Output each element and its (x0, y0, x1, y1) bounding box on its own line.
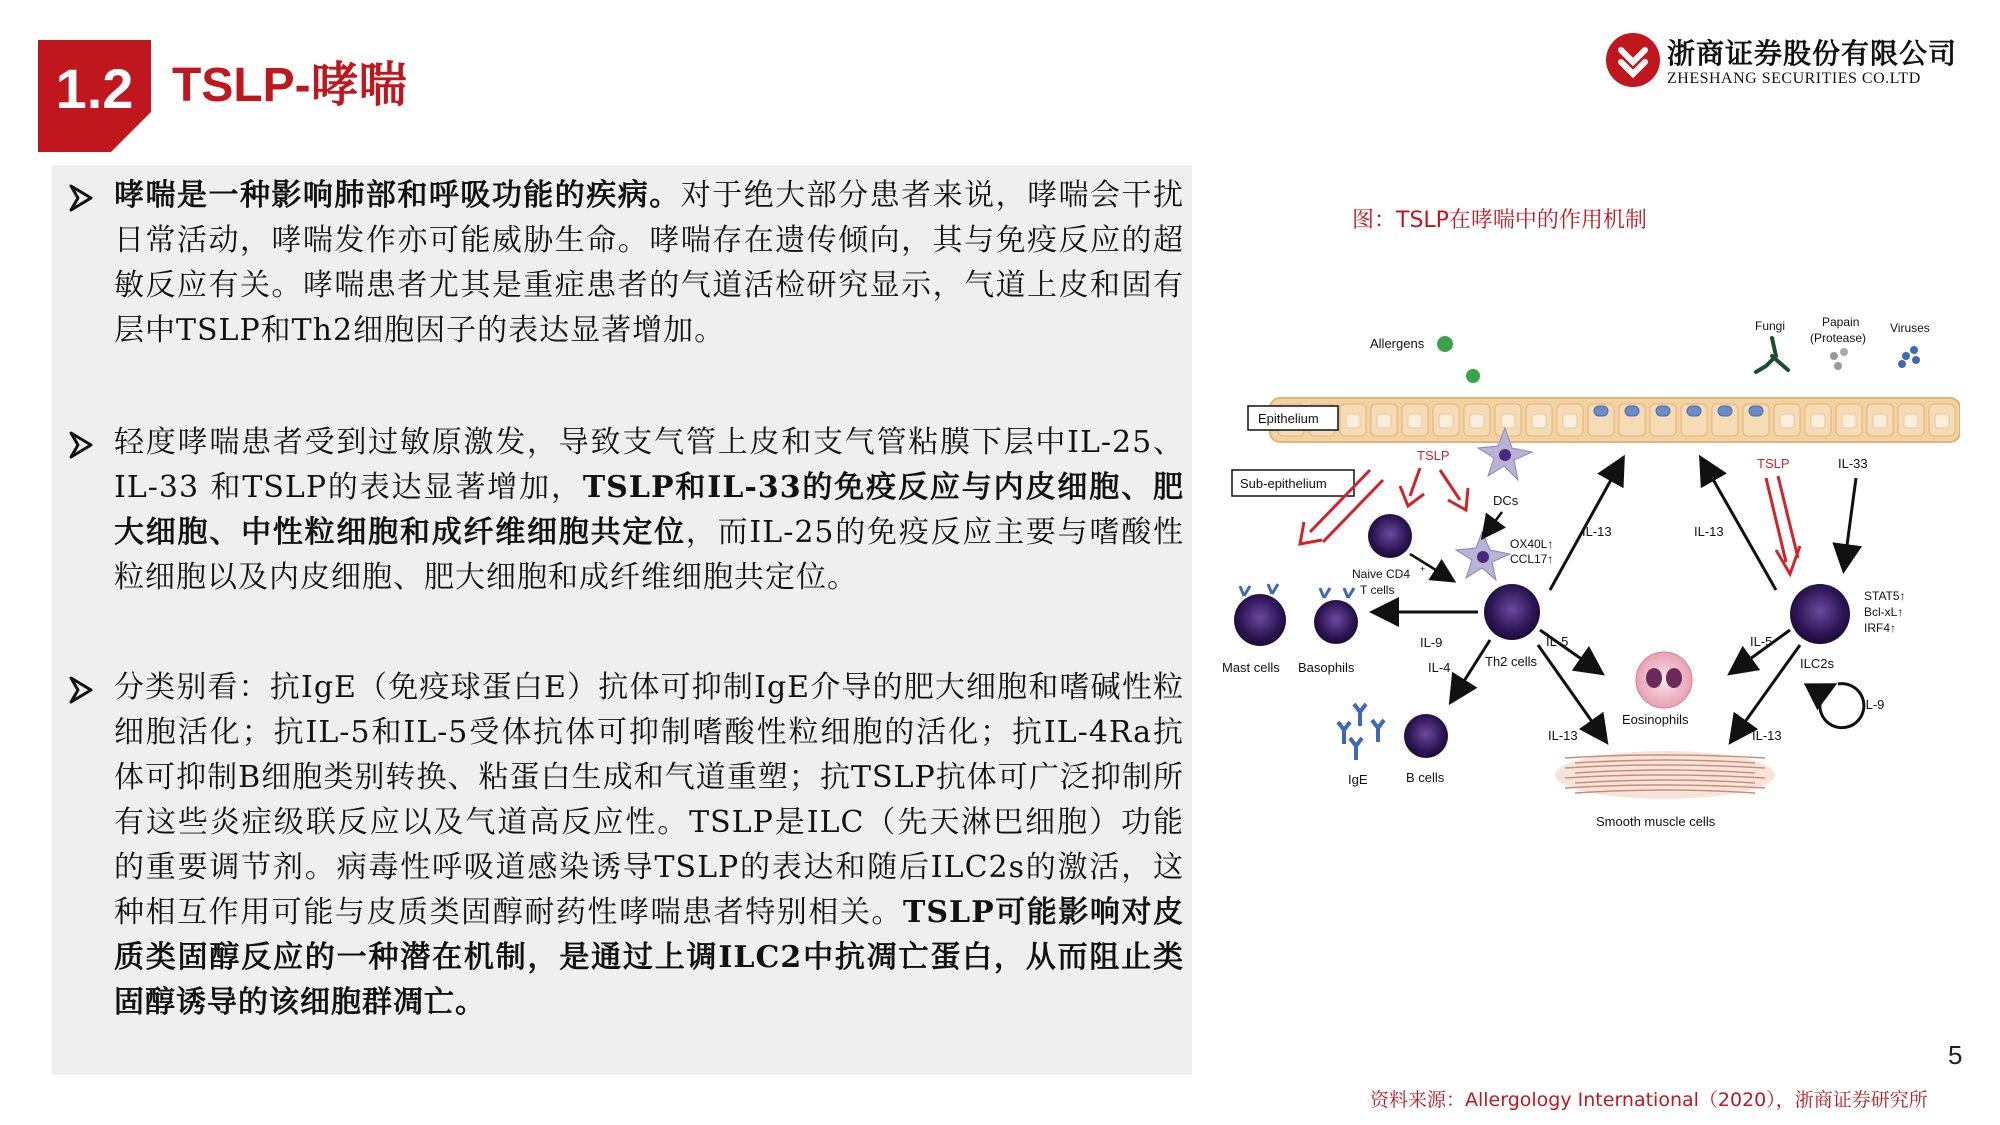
protease-dot-icon (1834, 362, 1842, 370)
figure-caption: 图：TSLP在哮喘中的作用机制 (1352, 208, 1647, 233)
arrow (1452, 640, 1490, 700)
label-irf4: IRF4↑ (1864, 621, 1897, 635)
epithelial-nucleus (1935, 414, 1949, 428)
label-viruses: Viruses (1890, 321, 1930, 335)
paragraph-bold-lead: 哮喘是一种影响肺部和呼吸功能的疾病。 (114, 178, 681, 213)
label-papain: Papain (1822, 315, 1860, 329)
epithelial-nucleus (1563, 414, 1577, 428)
company-name-cn: 浙商证券股份有限公司 (1667, 37, 1958, 70)
allergen-dot-icon (1466, 369, 1480, 383)
label-il9-a: IL-9 (1420, 635, 1443, 650)
allergen-dot-icon (1437, 336, 1453, 352)
basophil-icon (1314, 588, 1358, 644)
page-title: TSLP-哮喘 (172, 59, 407, 112)
label-il9-b: IL-9 (1862, 697, 1885, 712)
paragraph-text (114, 665, 1184, 1025)
label-il13-d: IL-13 (1752, 728, 1782, 743)
source-note: 资料来源：Allergology International（2020），浙商证券研究所 (1370, 1089, 1928, 1111)
label-ox40l: OX40L↑ (1510, 537, 1554, 551)
label-eosinophils: Eosinophils (1622, 712, 1689, 727)
label-naive-cd4: Naive CD4 (1352, 567, 1411, 581)
label-th2: Th2 cells (1485, 654, 1538, 669)
goblet-mucus-icon (1656, 406, 1670, 416)
bullet-arrow-icon (68, 183, 94, 213)
bullet-arrow-icon (68, 675, 94, 705)
naive-t-cell-icon (1368, 514, 1412, 558)
th2-cell-icon (1484, 584, 1540, 640)
epithelial-nucleus (1873, 414, 1887, 428)
paragraph-body: ，而IL-25的免疫反应主要与嗜酸性粒细胞以及内皮细胞、肥大细胞和成纤维细胞共定位。 (114, 515, 1184, 595)
label-ccl17: CCL17↑ (1510, 552, 1554, 566)
section-badge (38, 40, 151, 152)
logo-mark-icon (1605, 32, 1661, 88)
epithelial-nucleus (1470, 414, 1484, 428)
epithelial-nucleus (1439, 414, 1453, 428)
label-il33: IL-33 (1838, 456, 1868, 471)
paragraph-body: 轻度哮喘患者受到过敏原激发，导致支气管上皮和支气管粘膜下层中IL-25、IL-33 和TSLP的表达显著增加， (114, 425, 1184, 505)
epithelial-nucleus (1501, 414, 1515, 428)
epithelium-layer (1270, 398, 1960, 442)
text-panel (52, 165, 1192, 1075)
label-smooth: Smooth muscle cells (1596, 814, 1716, 829)
label-allergens: Allergens (1370, 336, 1425, 351)
epithelial-nucleus (1811, 414, 1825, 428)
goblet-mucus-icon (1687, 406, 1701, 416)
goblet-mucus-icon (1749, 406, 1763, 416)
label-ige: IgE (1348, 772, 1368, 787)
paragraph-text (114, 420, 1184, 600)
fungi-icon (1756, 338, 1788, 372)
label-naive-sup: + (1420, 564, 1426, 574)
label-mast: Mast cells (1222, 660, 1280, 675)
epithelial-nucleus (1408, 414, 1422, 428)
label-fungi: Fungi (1755, 319, 1786, 333)
epithelial-nucleus (1346, 414, 1360, 428)
epithelial-nucleus (1780, 414, 1794, 428)
virus-icon (1898, 346, 1920, 368)
mast-cell-icon (1234, 584, 1286, 646)
label-il13-c: IL-13 (1548, 728, 1578, 743)
smooth-muscle-icon (1555, 751, 1775, 799)
label-stat5: STAT5↑ (1864, 589, 1906, 603)
label-tslp-left: TSLP (1417, 448, 1450, 463)
label-bclxl: Bcl-xL↑ (1864, 605, 1904, 619)
bullet-arrow-icon (68, 430, 94, 460)
tslp-arrow-icon (1766, 476, 1800, 574)
protease-dot-icon (1840, 348, 1848, 356)
label-epithelium: Epithelium (1258, 411, 1319, 426)
arrow (1732, 645, 1800, 740)
tslp-mechanism-diagram (1220, 300, 1960, 840)
label-tslp-right: TSLP (1757, 456, 1790, 471)
label-il13-b: IL-13 (1694, 524, 1724, 539)
company-name-en: ZHESHANG SECURITIES CO.LTD (1667, 70, 1921, 87)
eosinophil-icon (1636, 652, 1692, 708)
epithelial-nucleus (1377, 414, 1391, 428)
self-loop-arrow (1820, 684, 1864, 728)
paragraph-body: 对于绝大部分患者来说，哮喘会干扰日常活动，哮喘发作亦可能威胁生命。哮喘存在遗传倾向，其与免疫反应的超敏反应有关。哮喘患者尤其是重症患者的气道活检研究显示，气道上皮和固有层中TSLP和Th2细胞因子的表达显著增加。 (114, 178, 1185, 348)
section-number: 1.2 (55, 57, 134, 120)
label-b-cells: B cells (1406, 770, 1445, 785)
label-t-cells: T cells (1360, 583, 1395, 597)
arrow (1538, 645, 1605, 740)
goblet-mucus-icon (1625, 406, 1639, 416)
label-basophils: Basophils (1298, 660, 1355, 675)
label-il13-a: IL-13 (1582, 524, 1612, 539)
page-number: 5 (1948, 1040, 1963, 1070)
goblet-mucus-icon (1594, 406, 1608, 416)
paragraph-bold: TSLP可能影响对皮质类固醇反应的一种潜在机制，是通过上调ILC2中抗凋亡蛋白，从而阻止类固醇诱导的该细胞群凋亡。 (114, 895, 1184, 1020)
label-il5-b: IL-5 (1750, 634, 1773, 649)
epithelial-nucleus (1532, 414, 1546, 428)
goblet-mucus-icon (1718, 406, 1732, 416)
label-ilc2: ILC2s (1800, 656, 1834, 671)
b-cell-icon (1404, 714, 1448, 758)
label-il4: IL-4 (1428, 660, 1451, 675)
company-logo (1605, 32, 1965, 92)
label-sub-epithelium: Sub-epithelium (1240, 476, 1327, 491)
label-il5-a: IL-5 (1546, 634, 1569, 649)
arrow (1410, 554, 1452, 580)
label-protease: (Protease) (1810, 331, 1867, 345)
paragraph-body: 分类别看：抗IgE（免疫球蛋白E）抗体可抑制IgE介导的肥大细胞和嗜碱性粒细胞活化；抗IL-5和IL-5受体抗体可抑制嗜酸性粒细胞的活化；抗IL-4Ra抗体可抑制B细胞类别转换、粘蛋白生成和气道重塑；抗TSLP抗体可广泛抑制所有这些炎症级联反应以及气道高反应性。TSLP是ILC（先天淋巴细胞）功能的重要调节剂。病毒性呼吸道感染诱导TSLP的表达和随后ILC2s的激活，这种相互作用可能与皮质类固醇耐药性哮喘患者特别相关。 (114, 670, 1184, 930)
arrow (1484, 512, 1502, 536)
arrow (1844, 478, 1856, 568)
paragraph-bold: TSLP和IL-33的免疫反应与内皮细胞、肥大细胞、中性粒细胞和成纤维细胞共定位 (114, 470, 1184, 550)
paragraph-text (114, 173, 1184, 353)
ige-antibody-icon (1338, 704, 1384, 760)
epithelial-nucleus (1904, 414, 1918, 428)
ilc2-cell-icon (1790, 584, 1850, 644)
label-dcs: DCs (1493, 493, 1519, 508)
protease-dot-icon (1830, 352, 1838, 360)
epithelial-nucleus (1842, 414, 1856, 428)
